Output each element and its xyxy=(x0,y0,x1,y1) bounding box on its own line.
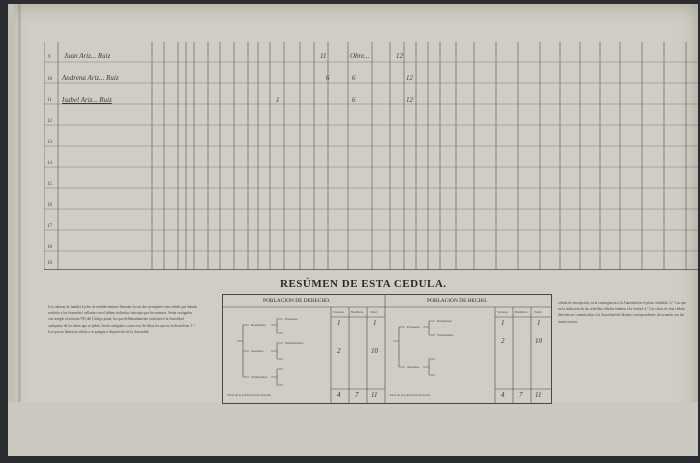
row-number: 19 xyxy=(47,261,52,266)
derecho-value: 7 xyxy=(355,391,359,399)
row-label: Presentes xyxy=(285,317,298,321)
derecho-value: 11 xyxy=(371,391,378,399)
summary-title: RESÚMEN DE ESTA CEDULA. xyxy=(280,278,447,290)
row-number: 17 xyxy=(47,224,52,229)
row-label: Ausentes xyxy=(407,365,420,369)
bottom-margin xyxy=(8,402,698,456)
row-label: Transeuntes xyxy=(251,375,268,379)
col-header: Hembras xyxy=(351,310,364,314)
row-number: 18 xyxy=(47,245,52,250)
row-label: Domiciliados xyxy=(285,341,304,345)
handwritten-entry: Obre... xyxy=(350,52,370,60)
handwritten-entry: 12 xyxy=(406,96,413,104)
derecho-value: 1 xyxy=(373,319,377,327)
row-label: Ausentes xyxy=(251,349,264,353)
hecho-value: 1 xyxy=(501,319,505,327)
col-header: Hembras xyxy=(515,310,528,314)
row-number: 14 xyxy=(47,161,52,166)
row-number: 16 xyxy=(47,203,52,208)
summary-table xyxy=(222,294,552,404)
col-header: Total xyxy=(370,310,377,314)
derecho-header: POBLACION DE DERECHO. xyxy=(263,298,331,304)
handwritten-entry: 6 xyxy=(352,96,356,104)
grid-lines xyxy=(44,42,698,270)
handwritten-entry: 6 xyxy=(352,74,356,82)
derecho-value: 1 xyxy=(337,319,341,327)
row-number: 15 xyxy=(47,182,52,187)
derecho-value: 10 xyxy=(371,347,378,355)
row-number: 11 xyxy=(47,98,52,103)
handwritten-entry: 6 xyxy=(326,74,330,82)
row-label: Transeuntes xyxy=(437,333,454,337)
handwritten-entry: 12 xyxy=(406,74,413,82)
col-header: Varones xyxy=(497,310,508,314)
page-fold xyxy=(18,4,21,456)
row-number: 12 xyxy=(47,119,52,124)
derecho-value: 2 xyxy=(337,347,341,355)
col-header: Total xyxy=(534,310,541,314)
hecho-value: 10 xyxy=(535,337,542,345)
hecho-value: 4 xyxy=(501,391,505,399)
derecho-value: 4 xyxy=(337,391,341,399)
hecho-value: 7 xyxy=(519,391,523,399)
hecho-value: 11 xyxy=(535,391,542,399)
row-number: 13 xyxy=(47,140,52,145)
handwritten-entry: 1 xyxy=(276,96,280,104)
handwritten-name: Andrena Ariz... Ruiz xyxy=(62,74,119,82)
registry-grid xyxy=(44,42,698,270)
hecho-header: POBLACION DE HECHO. xyxy=(427,298,488,304)
handwritten-name: Isabel Ariz... Ruiz xyxy=(62,96,112,104)
row-number: 10 xyxy=(47,77,52,82)
col-header: Varones xyxy=(333,310,344,314)
handwritten-entry: 11 xyxy=(320,52,327,60)
hecho-value: 1 xyxy=(537,319,541,327)
total-label: Total de la población de derecho xyxy=(227,393,272,397)
handwritten-entry: 12 xyxy=(396,52,403,60)
instructions-left: Los cabezas de familia á jefes de establecimiento llenarán en sus dos ejemplares esta cédula que habrán recibido y las firmarán ó sellarán con el último individuo inscripto por los mismos. Serán castigados con arreglo al artículo 593 del Código penal, los que deliberadamente ocultaren á la Autoridad cualquiera de los datos que se piden. Serán castigados como reos de faltas los que no la devuelvan. 1.° Los que no llenen la cédula o se pongan á disposición de la Autoridad. xyxy=(48,305,197,334)
hecho-value: 2 xyxy=(501,337,505,345)
row-label: Residentes xyxy=(437,319,452,323)
instructions-right: cédula de inscripción, en la contingencia á la Autoridad en el plazo señalado. 3.° Los que en la redacción de las referidas cédulas faltaren á la verdad. 4.° Las cifras de esta cédula deberán ser comunicadas á la Autoridad del distrito correspondiente, de acuerdo con las instrucciones. xyxy=(558,301,686,324)
row-label: Residentes xyxy=(251,323,266,327)
census-sheet xyxy=(8,4,698,456)
row-number: 9 xyxy=(48,55,51,60)
handwritten-name: Juan Ariz... Ruiz xyxy=(64,52,111,60)
total-label: Total de la población de hecho xyxy=(389,393,431,397)
row-label: Presentes xyxy=(407,325,420,329)
